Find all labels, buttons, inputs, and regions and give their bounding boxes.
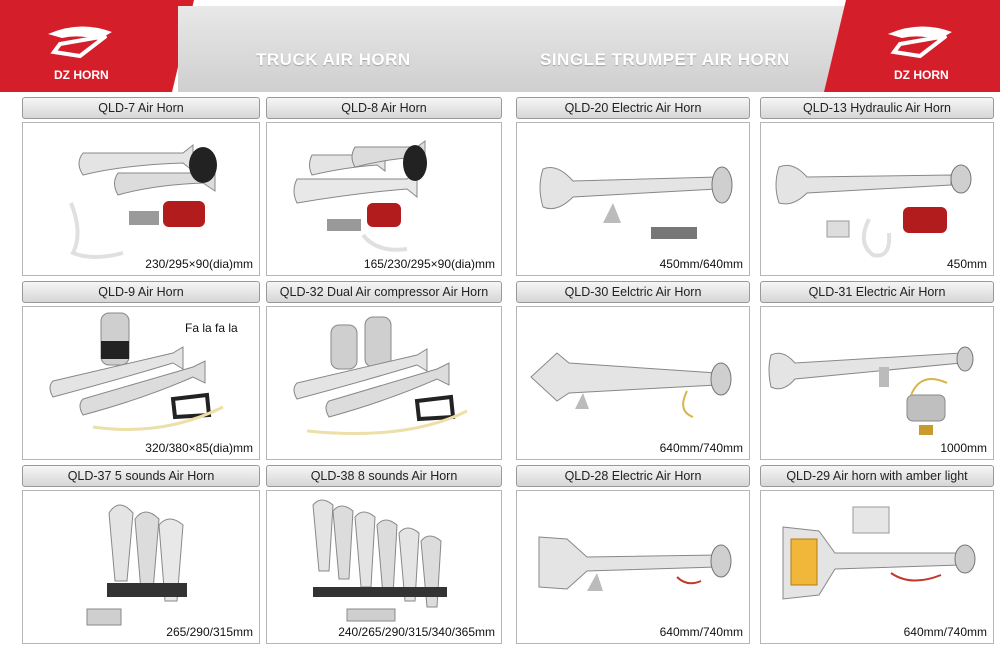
product-title: QLD-8 Air Horn: [266, 97, 502, 119]
product-dimensions: 265/290/315mm: [166, 625, 253, 639]
single-trumpet-air-horn-title: SINGLE TRUMPET AIR HORN: [540, 50, 790, 69]
product-title: QLD-38 8 sounds Air Horn: [266, 465, 502, 487]
product-dimensions: 240/265/290/315/340/365mm: [338, 625, 495, 639]
dz-logo-icon: [40, 22, 120, 64]
product-title: QLD-29 Air horn with amber light: [760, 465, 994, 487]
product-card-qld-30: [516, 285, 750, 460]
header: [0, 0, 1000, 92]
dz-logo-icon: [880, 22, 960, 64]
horn-image: [517, 307, 749, 459]
product-dimensions: 230/295×90(dia)mm: [145, 257, 253, 271]
product-title: QLD-31 Electric Air Horn: [760, 281, 994, 303]
product-card-qld-8: [266, 101, 502, 276]
product-dimensions: 640mm/740mm: [659, 441, 743, 455]
product-title: QLD-32 Dual Air compressor Air Horn: [266, 281, 502, 303]
horn-kit-image: [761, 123, 993, 275]
horn-image: [517, 123, 749, 275]
horn-image: [517, 491, 749, 643]
brand-logo-left: [0, 0, 172, 92]
product-dimensions: 320/380×85(dia)mm: [145, 441, 253, 455]
product-title: QLD-9 Air Horn: [22, 281, 260, 303]
product-card-qld-20: [516, 101, 750, 276]
product-card-qld-31: [760, 285, 994, 460]
product-sound-label: Fa la fa la: [185, 321, 238, 335]
product-title: QLD-20 Electric Air Horn: [516, 97, 750, 119]
horn-kit-image: [23, 491, 259, 643]
product-card-qld-38: [266, 469, 502, 644]
product-title: QLD-28 Electric Air Horn: [516, 465, 750, 487]
product-card-qld-9: [22, 285, 260, 460]
horn-kit-image: [267, 491, 501, 643]
title-banner: [178, 6, 858, 92]
product-dimensions: 640mm/740mm: [659, 625, 743, 639]
brand-logo-right: [846, 0, 1000, 92]
product-title: QLD-30 Eelctric Air Horn: [516, 281, 750, 303]
product-title: QLD-37 5 sounds Air Horn: [22, 465, 260, 487]
product-dimensions: 640mm/740mm: [903, 625, 987, 639]
product-title: QLD-13 Hydraulic Air Horn: [760, 97, 994, 119]
product-title: QLD-7 Air Horn: [22, 97, 260, 119]
product-dimensions: 450mm/640mm: [659, 257, 743, 271]
horn-kit-image: [23, 123, 259, 275]
horn-kit-image: [761, 307, 993, 459]
product-dimensions: 450mm: [946, 257, 987, 271]
truck-air-horn-title: TRUCK AIR HORN: [256, 50, 411, 69]
horn-kit-image: [267, 123, 501, 275]
product-card-qld-32: [266, 285, 502, 460]
brand-name: DZ HORN: [894, 68, 949, 82]
product-dimensions: 165/230/295×90(dia)mm: [363, 257, 495, 271]
product-card-qld-28: [516, 469, 750, 644]
brand-name: DZ HORN: [54, 68, 109, 82]
product-card-qld-13: [760, 101, 994, 276]
horn-kit-image: [267, 307, 501, 459]
product-card-qld-29: [760, 469, 994, 644]
product-dimensions: 1000mm: [940, 441, 987, 455]
product-card-qld-37: [22, 469, 260, 644]
horn-image: [761, 491, 993, 643]
product-card-qld-7: [22, 101, 260, 276]
